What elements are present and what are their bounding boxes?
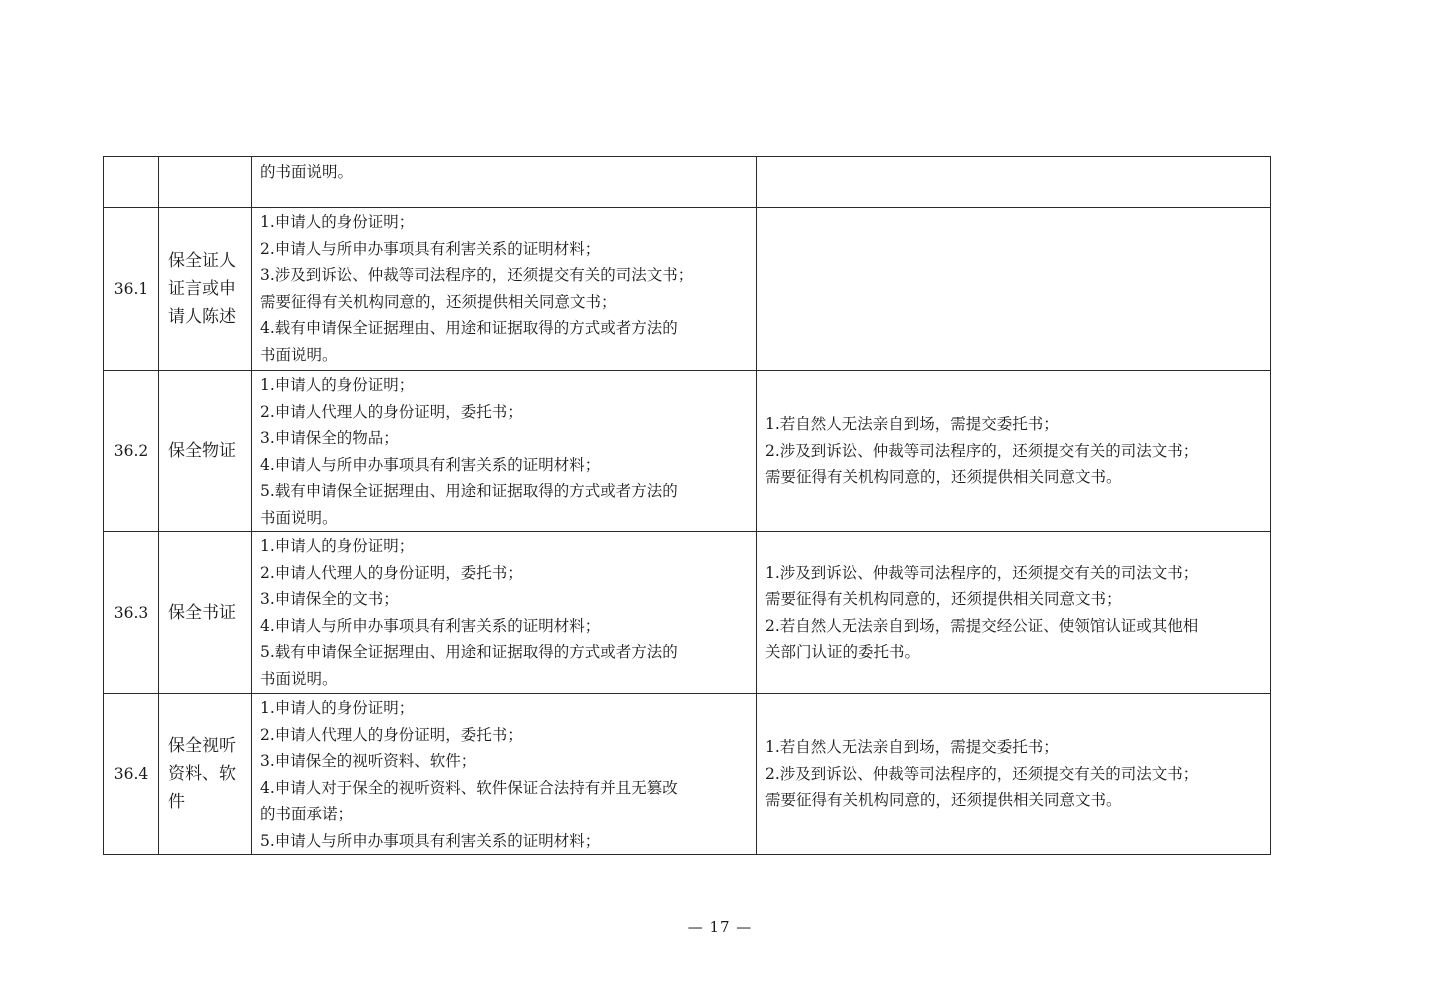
item-name [159,694,252,855]
page-number: — 17 — [687,918,753,936]
note-line: 需要征得有关机构同意的，还须提供相关同意文书； [765,590,1122,608]
required-materials [252,208,757,371]
material-line: 1.申请人的身份证明； [260,537,415,555]
material-line: 3.涉及到诉讼、仲裁等司法程序的，还须提交有关的司法文书； [260,266,694,284]
material-line: 1.申请人的身份证明； [260,699,415,717]
row-number [104,532,159,694]
row-number [104,371,159,532]
note-line: 需要征得有关机构同意的，还须提供相关同意文书。 [765,468,1122,487]
notes [757,694,1271,855]
material-line: 1.申请人的身份证明； [260,376,415,394]
item-name [159,157,252,208]
material-line: 2.申请人代理人的身份证明，委托书； [260,402,523,421]
note-line: 2.涉及到诉讼、仲裁等司法程序的，还须提交有关的司法文书； [765,441,1199,460]
material-line: 书面说明。 [260,345,338,364]
material-line: 2.申请人代理人的身份证明，委托书； [260,725,523,744]
material-line: 1.申请人的身份证明； [260,213,415,231]
material-line: 书面说明。 [260,669,338,688]
item-name-line: 请人陈述 [168,307,236,327]
material-line: 3.申请保全的视听资料、软件； [260,752,477,770]
row-number-text: 36.2 [113,442,149,460]
item-name-line: 保全物证 [168,441,236,461]
row-number-text: 36.4 [113,765,149,783]
item-name-line: 保全书证 [168,602,236,623]
note-line: 1.涉及到诉讼、仲裁等司法程序的，还须提交有关的司法文书； [765,563,1199,582]
row-number-text: 36.3 [113,603,149,622]
item-name-line: 保全证人 [168,251,236,271]
material-line: 的书面说明。 [260,163,354,181]
item-name-line: 证言或申 [168,279,236,299]
item-name-line: 保全视听 [168,736,236,756]
material-line: 4.申请人对于保全的视听资料、软件保证合法持有并且无篡改 [260,778,678,797]
material-line: 3.申请保全的文书； [260,590,399,608]
material-line: 4.申请人与所申办事项具有利害关系的证明材料； [260,455,601,474]
required-materials [252,157,757,208]
note-line: 2.若自然人无法亲自到场，需提交经公证、使领馆认证或其他相 [765,616,1199,635]
required-materials [252,532,757,694]
notes [757,208,1271,371]
item-name-line: 资料、软 [168,764,236,784]
item-name [159,208,252,371]
item-name-line: 件 [168,792,185,812]
item-name [159,532,252,694]
row-number [104,694,159,855]
notes [757,371,1271,532]
notes [757,532,1271,694]
note-line: 1.若自然人无法亲自到场，需提交委托书； [765,738,1059,757]
table-row [104,157,1271,208]
material-line: 5.载有申请保全证据理由、用途和证据取得的方式或者方法的 [260,482,678,500]
table-row [104,208,1271,371]
material-line: 2.申请人与所申办事项具有利害关系的证明材料； [260,239,601,258]
notes [757,157,1271,208]
row-number-text: 36.1 [113,280,149,298]
note-line: 需要征得有关机构同意的，还须提供相关同意文书。 [765,791,1122,810]
material-line: 的书面承诺； [260,805,354,823]
row-number [104,157,159,208]
row-number [104,208,159,371]
note-line: 2.涉及到诉讼、仲裁等司法程序的，还须提交有关的司法文书； [765,764,1199,783]
material-line: 5.申请人与所申办事项具有利害关系的证明材料； [260,831,601,850]
material-line: 5.载有申请保全证据理由、用途和证据取得的方式或者方法的 [260,643,678,661]
material-line: 2.申请人代理人的身份证明，委托书； [260,563,523,582]
table-row [104,694,1271,855]
note-line: 关部门认证的委托书。 [765,643,921,661]
material-line: 4.载有申请保全证据理由、用途和证据取得的方式或者方法的 [260,319,678,337]
material-line: 书面说明。 [260,508,338,527]
table-body [104,157,1271,855]
material-line: 4.申请人与所申办事项具有利害关系的证明材料； [260,616,601,635]
requirements-table [103,156,1271,855]
material-line: 3.申请保全的物品； [260,429,399,447]
table-row [104,532,1271,694]
material-line: 需要征得有关机构同意的，还须提供相关同意文书； [260,292,617,311]
required-materials [252,371,757,532]
required-materials [252,694,757,855]
item-name [159,371,252,532]
table-row [104,371,1271,532]
note-line: 1.若自然人无法亲自到场，需提交委托书； [765,415,1059,434]
